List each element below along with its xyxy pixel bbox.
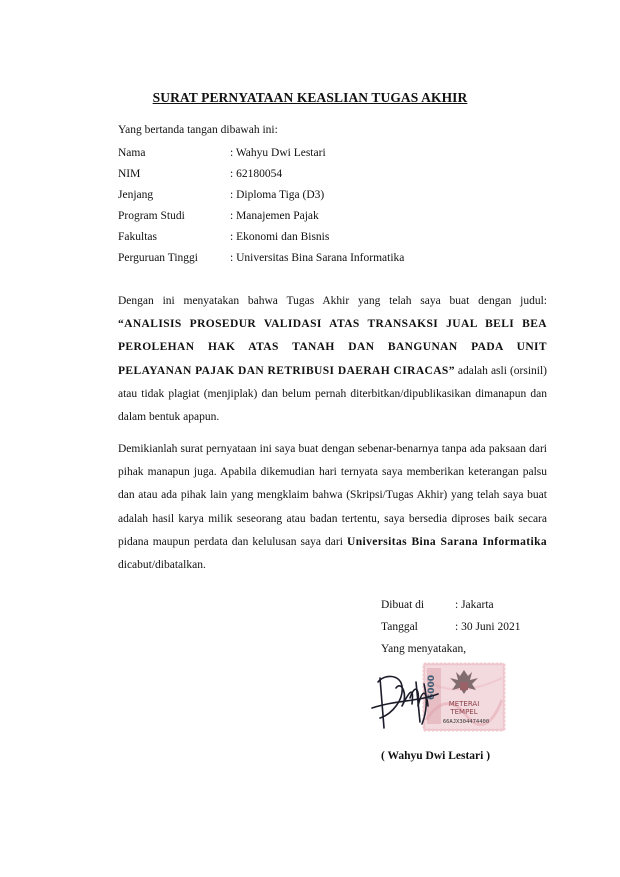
intro-text: Yang bertanda tangan dibawah ini: xyxy=(118,124,278,136)
stamp-serial: 66AJX304474400 xyxy=(442,719,490,725)
signer-name: ( Wahyu Dwi Lestari ) xyxy=(381,750,491,762)
meterai-stamp-icon xyxy=(424,664,504,730)
institution-name: Universitas Bina Sarana Informatika xyxy=(347,535,548,548)
identity-label: Program Studi xyxy=(118,210,185,222)
identity-label: NIM xyxy=(118,168,141,180)
identity-value: : Diploma Tiga (D3) xyxy=(230,189,325,201)
identity-value: : Manajemen Pajak xyxy=(230,210,319,222)
identity-value: : 62180054 xyxy=(230,168,283,180)
date-value: : 30 Juni 2021 xyxy=(455,621,521,633)
date-label: Tanggal xyxy=(381,621,418,633)
place-label: Dibuat di xyxy=(381,599,425,611)
statement-paragraph xyxy=(118,438,547,577)
thesis-title: “ANALISIS PROSEDUR VALIDASI ATAS TRANSAKSI JUAL BELI BEA PEROLEHAN HAK ATAS TANAH DAN BANGUNAN PADA UNIT PELAYANAN PAJAK DAN RETRIBUSI DAERAH CIRACAS” xyxy=(118,318,547,377)
statement-text: Demikianlah surat pernyataan ini saya buat dengan sebenar-benarnya tanpa ada paksaan dari pihak manapun juga. Apabila dikemudian hari ternyata saya memberikan keterangan palsu dan atau ada pihak lain yang mengklaim bahwa (Skripsi/Tugas Akhir) yang telah saya buat adalah hasil karya milik seseorang atau badan tertentu, saya bersedia diproses baik secara pidana maupun perdata dan kelulusan saya dari xyxy=(118,443,547,548)
stamp-and-signature-graphic xyxy=(366,660,511,736)
stamp-line2: TEMPEL xyxy=(450,708,478,716)
declaration-paragraph xyxy=(118,290,547,429)
identity-label: Nama xyxy=(118,147,146,159)
closing-text: Yang menyatakan, xyxy=(381,643,467,655)
signature-stamp-area xyxy=(366,660,511,736)
identity-label: Jenjang xyxy=(118,189,154,201)
declaration-text: Dengan ini menyatakan bahwa Tugas Akhir yang telah saya buat dengan judul: xyxy=(118,295,547,307)
identity-value: : Ekonomi dan Bisnis xyxy=(230,231,330,243)
stamp-line1: METERAI xyxy=(448,700,480,708)
stamp-denomination: 6000 xyxy=(427,674,437,700)
identity-value: : Universitas Bina Sarana Informatika xyxy=(230,252,405,264)
place-value: : Jakarta xyxy=(455,599,494,611)
identity-label: Perguruan Tinggi xyxy=(118,252,198,264)
identity-label: Fakultas xyxy=(118,231,157,243)
statement-text-end: dicabut/dibatalkan. xyxy=(118,559,206,572)
identity-value: : Wahyu Dwi Lestari xyxy=(230,147,326,159)
declaration-text-end: adalah asli (orsinil) atau tidak plagiat (menjiplak) dan belum pernah diterbitkan/dipublikasikan dimanapun dan dalam bentuk apapun. xyxy=(118,364,547,424)
document-title: SURAT PERNYATAAN KEASLIAN TUGAS AKHIR xyxy=(152,90,468,105)
